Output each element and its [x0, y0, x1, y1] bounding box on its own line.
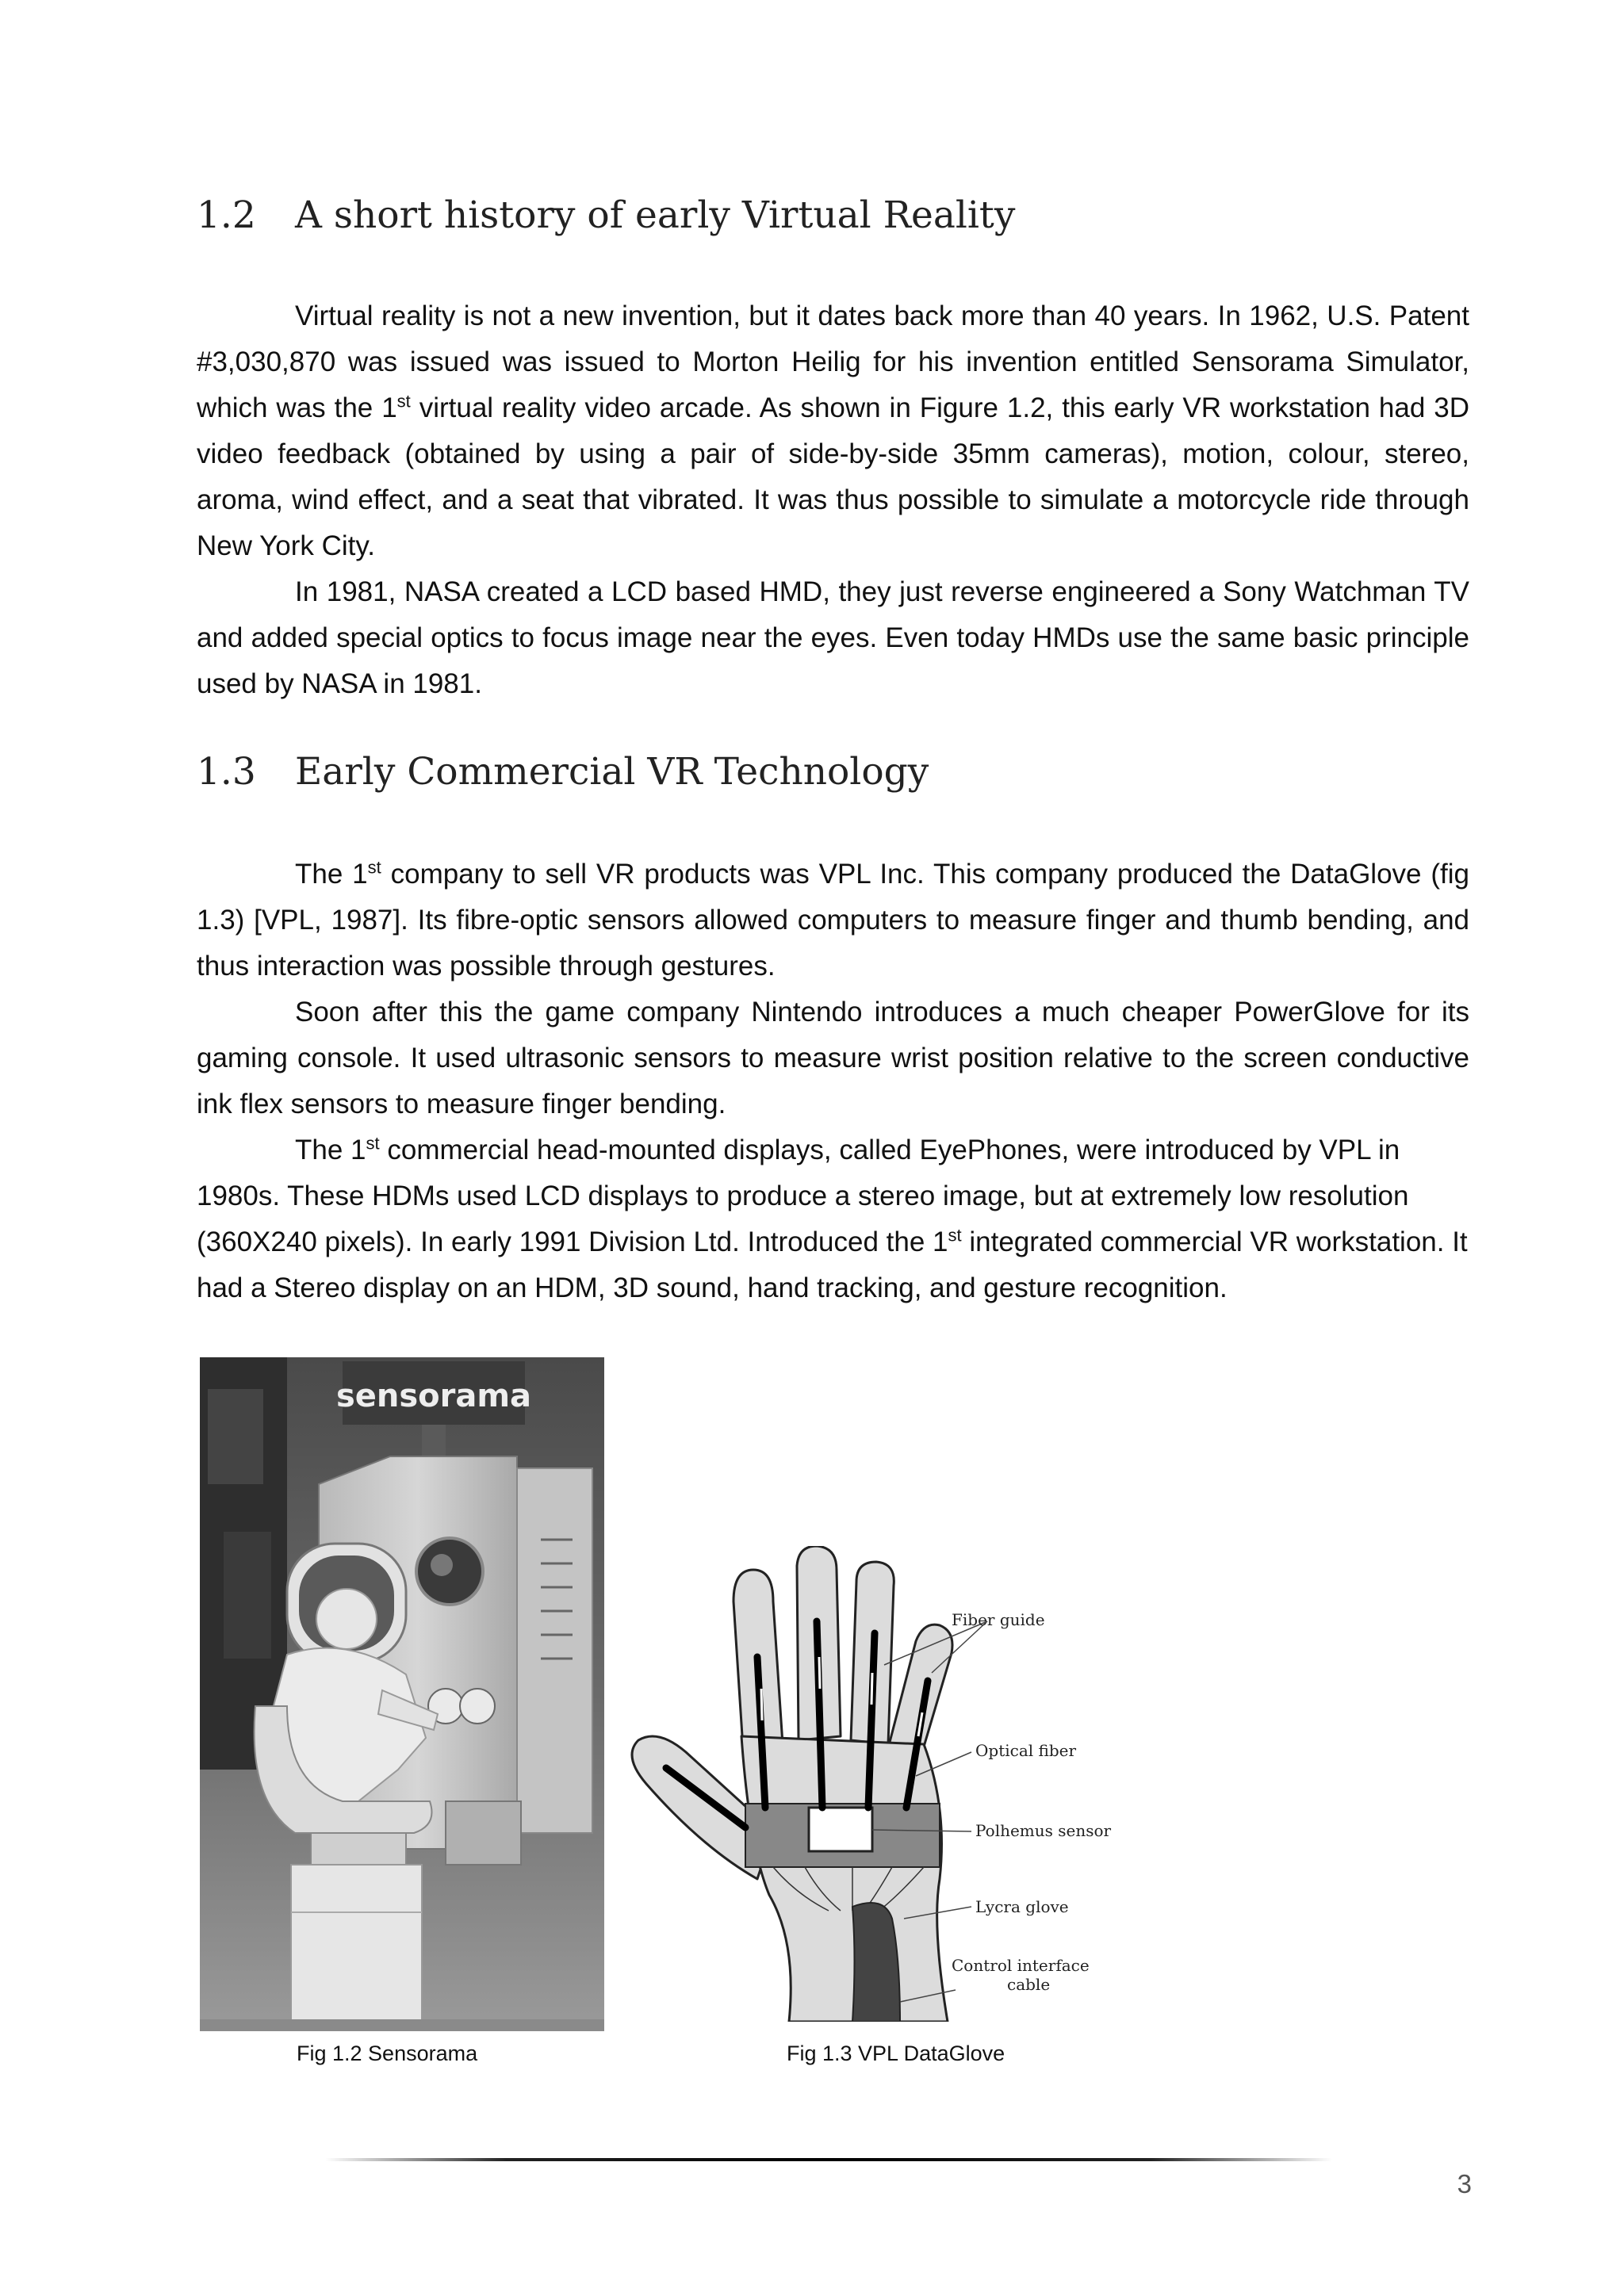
dataglove-diagram — [615, 1546, 1122, 2022]
paragraph-eyephones: The 1st commercial head-mounted displays, called EyePhones, were introduced by VPL in 1980s. These HDMs used LCD displays to produce a stereo image, but at extremely low resolution (360X240 pixels). In early 1991 Division Ltd. Introduced the 1st integrated commercial VR workstation. It had a Stereo display on an HDM, 3D sound, hand tracking, and gesture recognition. — [197, 1133, 1468, 1303]
label-polhemus-sensor: Polhemus sensor — [975, 1821, 1112, 1840]
section-title: A short history of early Virtual Reality — [295, 193, 1016, 237]
label-lycra-glove: Lycra glove — [975, 1897, 1069, 1916]
figure-caption-dataglove: Fig 1.3 VPL DataGlove — [787, 2042, 1005, 2065]
section-heading-1-2 — [197, 193, 1015, 237]
paragraph-sensorama: Virtual reality is not a new invention, but it dates back more than 40 years. In 1962, U.S. Patent #3,030,870 was issued was issued to Morton Heilig for his invention entitled Sensorama Simulator, which was the 1st virtual reality video arcade. As shown in Figure 1.2, this early VR workstation had 3D video feedback (obtained by using a pair of side-by-side 35mm cameras), motion, colour, stereo, aroma, wind effect, and a seat that vibrated. It was thus possible to simulate a motorcycle ride through New York City. — [197, 300, 1469, 561]
label-fiber-guide: Fiber guide — [952, 1610, 1045, 1629]
label-control-interface: Control interface — [952, 1956, 1090, 1975]
sensorama-sign-text: sensorama — [335, 1378, 532, 1414]
sensorama-photo — [200, 1357, 604, 2031]
section-number: 1.2 — [197, 193, 256, 237]
paragraph-vpl-dataglove: The 1st company to sell VR products was VPL Inc. This company produced the DataGlove (fig 1.3) [VPL, 1987]. Its fibre-optic sensors allowed computers to measure finger and thumb bending, and thus interaction was possible through gestures. — [197, 857, 1469, 982]
section-heading-1-3 — [197, 750, 929, 794]
section-title: Early Commercial VR Technology — [295, 750, 929, 794]
paragraph-nasa-hmd: In 1981, NASA created a LCD based HMD, they just reverse engineered a Sony Watchman TV and added special optics to focus image near the eyes. Even today HMDs use the same basic principle used by NASA in 1981. — [197, 576, 1469, 699]
section-number: 1.3 — [197, 750, 256, 794]
footer-rule — [325, 2158, 1332, 2161]
label-cable: cable — [1007, 1975, 1051, 1994]
label-optical-fiber: Optical fiber — [975, 1741, 1077, 1760]
page-number: 3 — [1457, 2169, 1472, 2198]
figure-caption-sensorama: Fig 1.2 Sensorama — [297, 2042, 478, 2065]
paragraph-powerglove: Soon after this the game company Nintendo introduces a much cheaper PowerGlove for its gaming console. It used ultrasonic sensors to measure wrist position relative to the screen conductive ink flex sensors to measure finger bending. — [197, 997, 1469, 1119]
